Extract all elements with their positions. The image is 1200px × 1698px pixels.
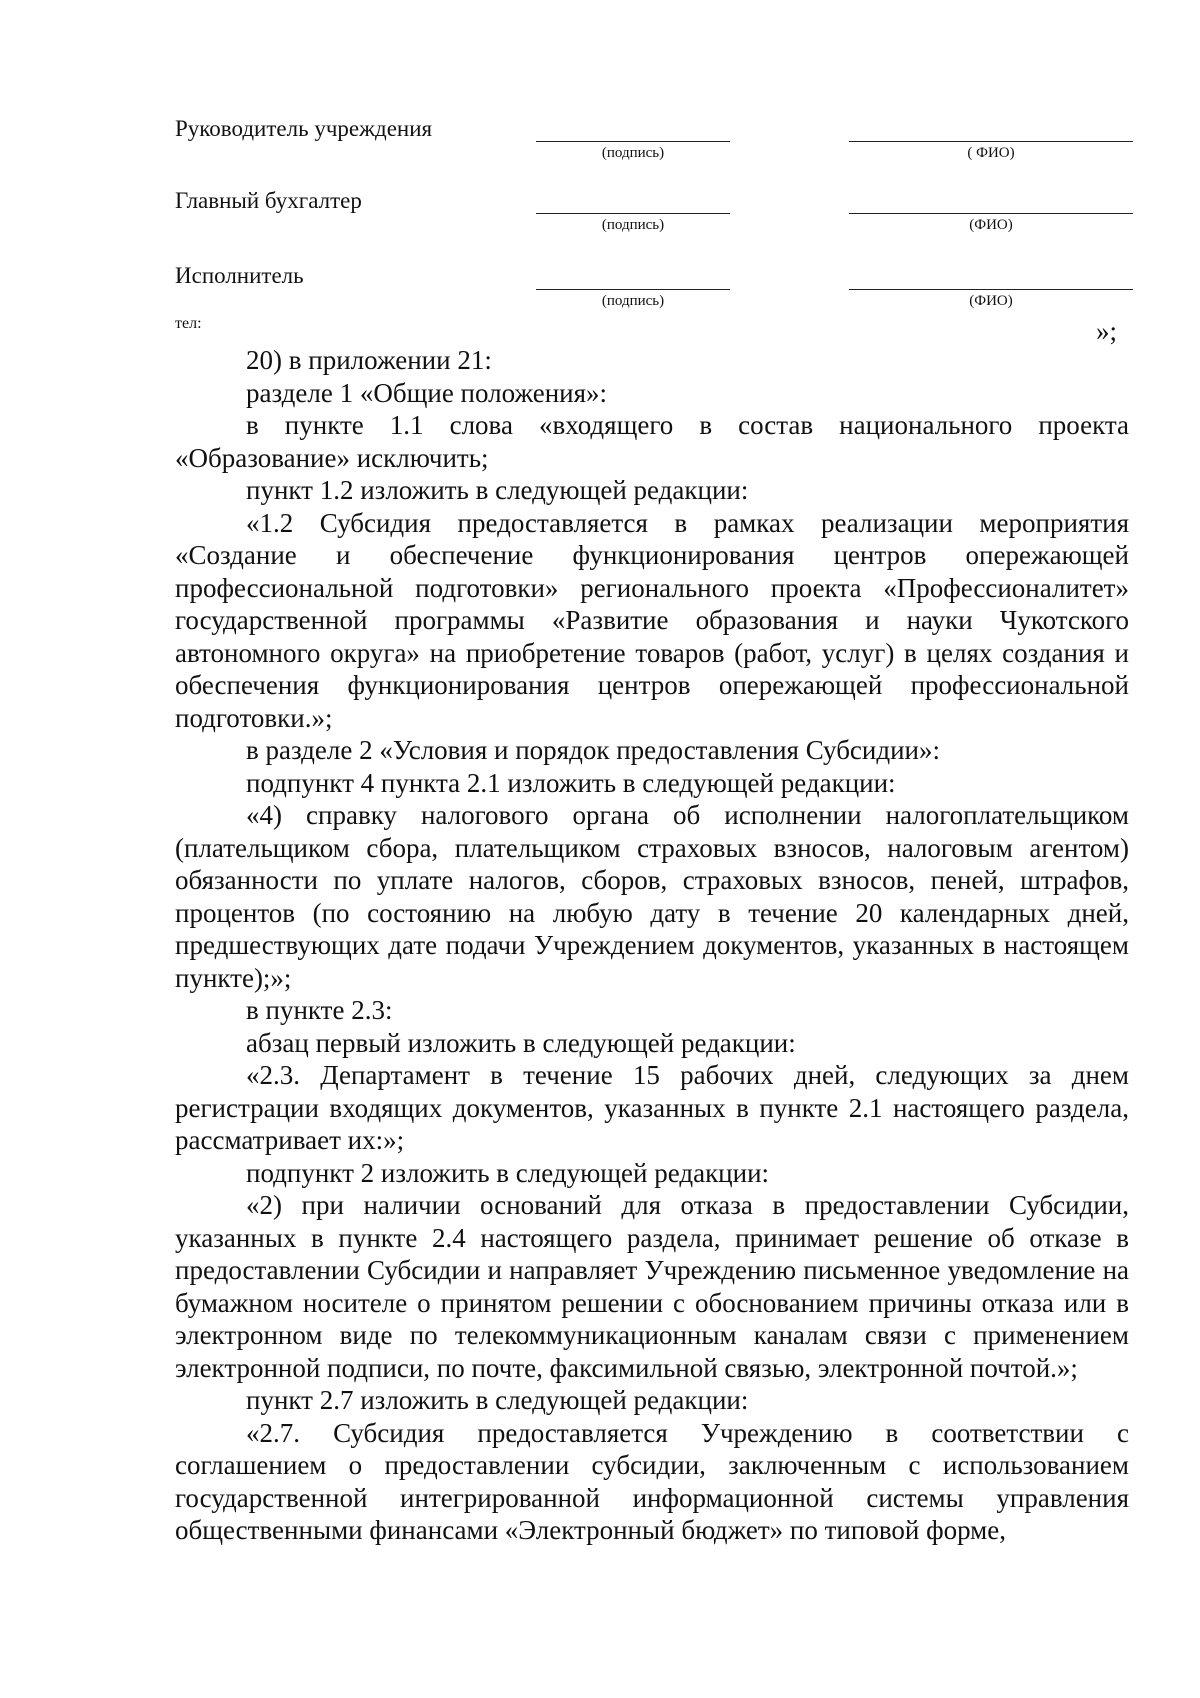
signature-line-head bbox=[536, 141, 730, 142]
signature-caption-head: (подпись) bbox=[601, 145, 665, 161]
signature-role-accountant: Главный бухгалтер bbox=[175, 188, 362, 213]
signature-caption-executor: (подпись) bbox=[601, 293, 665, 309]
name-line-accountant bbox=[849, 213, 1133, 214]
paragraph: «4) справку налогового органа об исполнении налогоплательщиком (плательщиком сбора, плательщиком страховых взносов, налоговым агентом) обязанности по уплате налогов, сборов, страховых взносов, пеней, штрафов, процентов (по состоянию на любую дату в течение 20 календарных дней, предшествующих дате подачи Учреждением документов, указанных в настоящем пункте);»; bbox=[175, 800, 1129, 993]
paragraph: подпункт 4 пункта 2.1 изложить в следующей редакции: bbox=[246, 767, 896, 798]
signature-role-head: Руководитель учреждения bbox=[175, 116, 433, 141]
closing-quote-mark: »; bbox=[1096, 316, 1118, 346]
signature-caption-accountant: (подпись) bbox=[601, 217, 665, 233]
signature-role-executor: Исполнитель bbox=[175, 263, 304, 288]
paragraph: абзац первый изложить в следующей редакции: bbox=[246, 1027, 796, 1058]
name-caption-executor: (ФИО) bbox=[969, 293, 1013, 309]
phone-label: тел: bbox=[175, 315, 202, 332]
paragraph: «2.7. Субсидия предоставляется Учреждению в соответствии с соглашением о предоставлении субсидии, заключенным с использованием государственной интегрированной информационной системы управления общественными финансами «Электронный бюджет» по типовой форме, bbox=[175, 1417, 1129, 1545]
paragraph: подпункт 2 изложить в следующей редакции: bbox=[246, 1157, 770, 1188]
name-caption-accountant: (ФИО) bbox=[969, 217, 1013, 233]
document-body bbox=[175, 344, 1129, 1547]
paragraph: в пункте 1.1 слова «входящего в состав национального проекта «Образование» исключить; bbox=[175, 410, 1129, 473]
paragraph: 20) в приложении 21: bbox=[246, 345, 492, 375]
name-line-head bbox=[849, 141, 1133, 142]
signature-line-accountant bbox=[536, 213, 730, 214]
paragraph: «2) при наличии оснований для отказа в предоставлении Субсидии, указанных в пункте 2.4 настоящего раздела, принимает решение об отказе в предоставлении Субсидии и направляет Учреждению письменное уведомление на бумажном носителе о принятом решении с обоснованием причины отказа или в электронном виде по телекоммуникационным каналам связи с применением электронной подписи, по почте, факсимильной связью, электронной почтой.»; bbox=[175, 1190, 1129, 1383]
paragraph: «1.2 Субсидия предоставляется в рамках реализации мероприятия «Создание и обеспечение функционирования центров опережающей профессиональной подготовки» регионального проекта «Профессионалитет» государственной программы «Развитие образования и науки Чукотского автономного округа» на приобретение товаров (работ, услуг) в целях создания и обеспечения функционирования центров опережающей профессиональной подготовки.»; bbox=[175, 507, 1129, 733]
paragraph: в пункте 2.3: bbox=[246, 995, 393, 1025]
name-line-executor bbox=[849, 289, 1133, 290]
paragraph: пункт 1.2 изложить в следующей редакции: bbox=[246, 475, 749, 505]
paragraph: пункт 2.7 изложить в следующей редакции: bbox=[246, 1385, 749, 1415]
paragraph: в разделе 2 «Условия и порядок предоставления Субсидии»: bbox=[246, 735, 940, 765]
paragraph: разделе 1 «Общие положения»: bbox=[246, 377, 608, 408]
paragraph: «2.3. Департамент в течение 15 рабочих дней, следующих за днем регистрации входящих документов, указанных в пункте 2.1 настоящего раздела, рассматривает их:»; bbox=[175, 1060, 1129, 1155]
name-caption-head: ( ФИО) bbox=[967, 145, 1015, 161]
signature-line-executor bbox=[536, 289, 730, 290]
